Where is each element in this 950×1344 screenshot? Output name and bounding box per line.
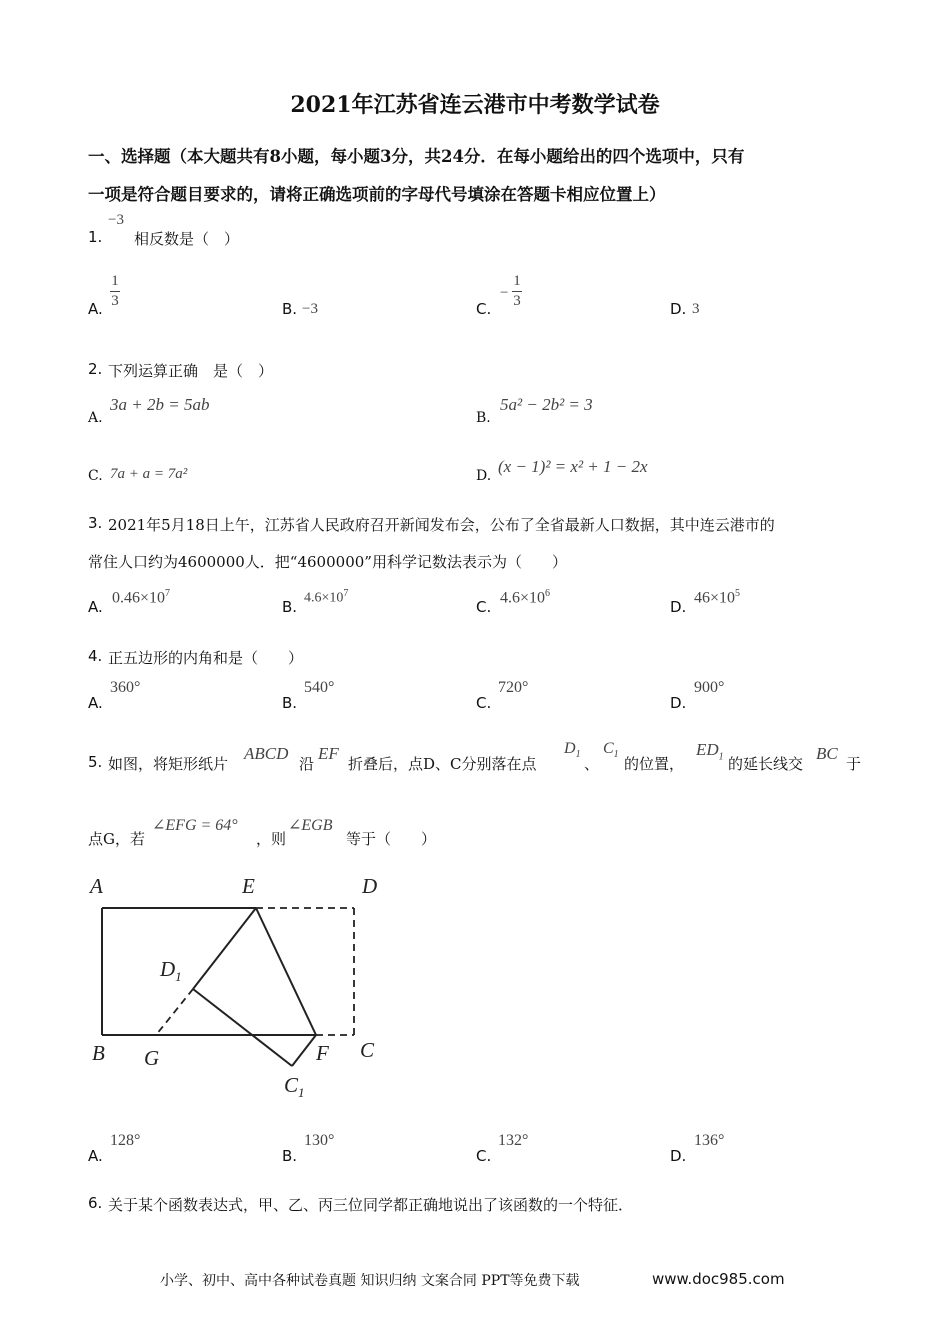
option-value: 720° [498,679,529,696]
question-text-line2: 常住人口约为4600000人．把“4600000”用科学记数法表示为（ ） [88,553,567,571]
math-angle-egb: ∠EGB [288,817,333,834]
option-label[interactable]: C. [476,1147,492,1165]
math-subscript: 1 [613,749,619,761]
footer-text: 小学、初中、高中各种试卷真题 知识归纳 文案合同 PPT等免费下载 [160,1273,580,1289]
question-number: 2. [88,360,103,378]
question-text: 沿 [299,755,315,773]
question-text: 的位置， [624,755,685,773]
label-e: E [242,874,255,898]
option-label[interactable]: C. [476,598,492,616]
option-value: 540° [304,679,335,696]
folding-rectangle-figure [80,868,390,1104]
option-label[interactable]: C. [476,694,492,712]
option-value [304,588,348,607]
question-text: 折叠后，点D、C分别落在点 [348,755,537,773]
label-a: A [90,874,103,898]
option-value: 7a + a = 7a² [110,466,188,482]
option-c-fraction [512,273,522,310]
option-value: 3 [692,301,700,317]
label-b: B [92,1041,105,1065]
fraction-bar [110,291,120,292]
option-label[interactable]: C. [88,468,103,484]
denominator: 3 [513,293,521,309]
question-number: 1. [88,228,103,246]
section-heading-line2: 一项是符合题目要求的，请将正确选项前的字母代号填涂在答题卡相应位置上） [88,185,666,204]
question-text-line1: 2021年5月18日上午，江苏省人民政府召开新闻发布会，公布了全省最新人口数据，其中连云港市的 [108,516,775,534]
option-value: 3a + 2b = 5ab [110,395,210,414]
mantissa: 4.6×10 [304,590,344,606]
option-value [694,588,740,607]
math-letter: C [603,740,614,757]
question-text: 、 [584,755,600,773]
segment-c1f [292,1035,316,1066]
question-number: 4. [88,647,103,665]
label-f: F [316,1041,329,1065]
mantissa: 4.6×10 [500,589,546,607]
math-bc: BC [816,744,838,763]
section-heading-line1: 一、选择题（本大题共有8小题，每小题3分，共24分．在每小题给出的四个选项中，只有 [88,147,745,166]
option-value: 360° [110,679,141,696]
option-value [500,588,550,607]
option-label[interactable]: B. [282,598,298,616]
exponent: 7 [165,588,171,599]
option-label[interactable]: B. [476,410,491,426]
label-c: C [360,1038,375,1062]
page-title: 2021年江苏省连云港市中考数学试卷 [290,92,660,118]
option-value: (x − 1)² = x² + 1 − 2x [498,457,648,476]
math-d1 [564,740,581,760]
segment-d1c1 [193,989,292,1066]
question-text: 如图，将矩形纸片 [108,755,229,773]
question-text: 正五边形的内角和是（ ） [108,649,304,667]
option-sign: − [500,285,509,301]
label-letter: D [160,957,176,981]
option-label[interactable]: A. [88,300,103,318]
option-label[interactable]: A. [88,410,103,426]
question-text: 关于某个函数表达式，甲、乙、丙三位同学都正确地说出了该函数的一个特征． [108,1196,634,1214]
question-number: 3. [88,514,103,532]
question-text: 下列运算正确 是（ ） [108,362,274,380]
math-subscript: 1 [575,749,581,761]
option-label[interactable]: A. [88,694,103,712]
math-abcd: ABCD [244,744,289,763]
option-value: 136° [694,1132,725,1149]
question-text: ，则 [256,830,287,848]
label-c1 [284,1073,305,1100]
option-a-fraction [110,273,120,310]
fraction-bar [512,291,522,292]
question-expression: −3 [108,212,124,228]
option-label[interactable]: B. [282,1147,298,1165]
label-letter: C [284,1073,299,1097]
math-c1 [603,740,619,760]
question-text: 于 [846,755,862,773]
mantissa: 46×10 [694,589,736,607]
question-text: 点G，若 [88,830,145,848]
option-label[interactable]: B. [282,694,298,712]
math-letter: D [564,740,576,757]
denominator: 3 [111,293,119,309]
footer-url[interactable]: www.doc985.com [652,1270,785,1288]
option-label[interactable]: D. [476,468,492,484]
math-ef: EF [318,744,339,763]
label-subscript: 1 [175,969,182,984]
question-number: 5. [88,753,103,771]
option-label[interactable]: A. [88,1147,103,1165]
option-label[interactable]: C. [476,300,492,318]
option-value: 5a² − 2b² = 3 [500,395,593,414]
numerator: 1 [513,273,521,289]
option-label[interactable]: D. [670,694,687,712]
question-text: 等于（ ） [346,830,437,848]
option-value: −3 [302,301,318,317]
label-subscript: 1 [298,1085,305,1100]
option-value: 130° [304,1132,335,1149]
question-text: 的延长线交 [728,755,804,773]
exponent: 6 [545,588,551,599]
numerator: 1 [111,273,119,289]
segment-ed1 [193,908,256,989]
option-label[interactable]: D. [670,300,687,318]
question-number: 6. [88,1194,103,1212]
label-d1 [159,957,182,984]
option-value: 900° [694,679,725,696]
option-value: 128° [110,1132,141,1149]
math-subscript: 1 [718,751,724,763]
option-value [112,588,170,607]
math-letter: ED [696,740,719,759]
math-ed1 [696,740,724,762]
segment-ef [256,908,316,1035]
option-label[interactable]: A. [88,598,103,616]
label-d: D [362,874,378,898]
option-label[interactable]: B. [282,300,298,318]
option-value: 132° [498,1132,529,1149]
option-label[interactable]: D. [670,598,687,616]
segment-d1g-dashed [156,989,193,1035]
exponent: 7 [343,588,349,599]
option-label[interactable]: D. [670,1147,687,1165]
question-text: 相反数是（ ） [134,230,240,248]
label-g: G [144,1046,160,1070]
math-angle-efg: ∠EFG = 64° [152,817,238,834]
mantissa: 0.46×10 [112,589,166,607]
exponent: 5 [735,588,741,599]
